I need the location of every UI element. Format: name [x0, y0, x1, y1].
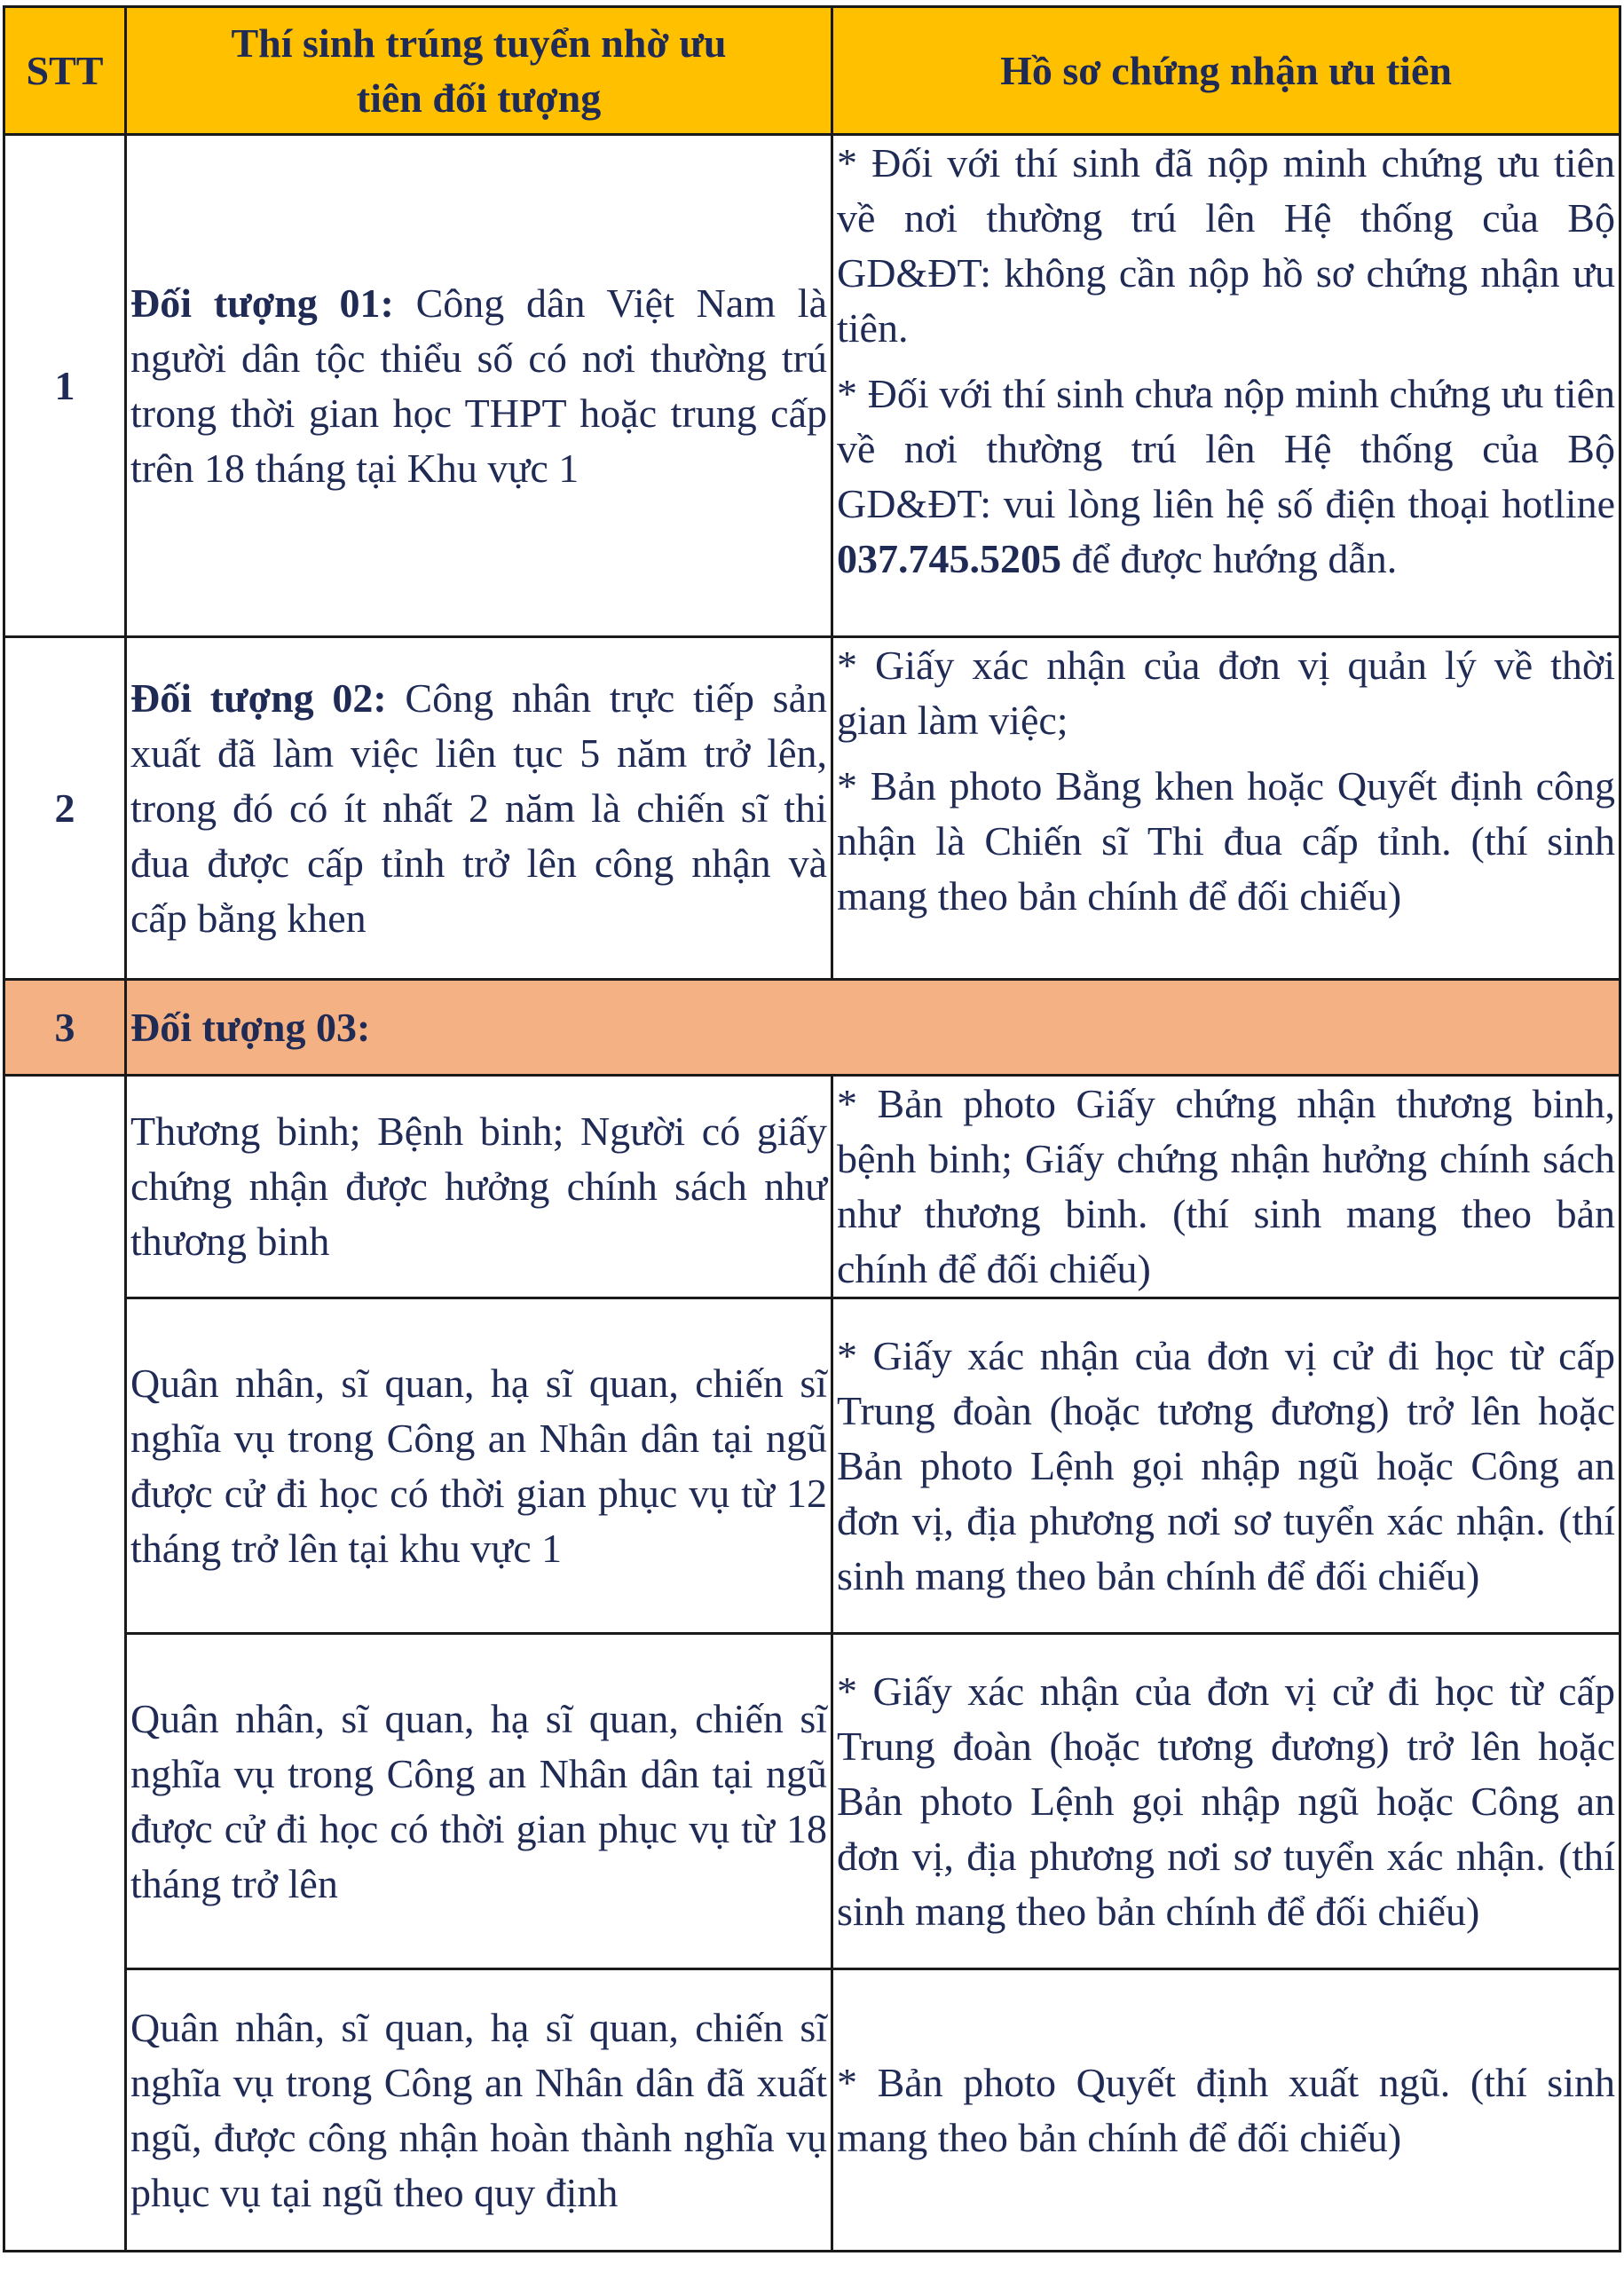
- row-number: 3: [4, 980, 126, 1076]
- documents-cell: * Bản photo Giấy chứng nhận thương binh, bệnh binh; Giấy chứng nhận hưởng chính sách như thương binh. (thí sinh mang theo bản chính để đối chiếu): [832, 1076, 1620, 1298]
- documents-cell: * Bản photo Quyết định xuất ngũ. (thí sinh mang theo bản chính để đối chiếu): [832, 1969, 1620, 2252]
- table-row: [4, 1969, 1620, 2252]
- table-row: [4, 1298, 1620, 1634]
- priority-documents-table: [3, 5, 1621, 2252]
- table-row: [4, 135, 1620, 637]
- documents-cell: * Giấy xác nhận của đơn vị cử đi học từ cấp Trung đoàn (hoặc tương đương) trở lên hoặc Bản photo Lệnh gọi nhập ngũ hoặc Công an đơn vị, địa phương nơi sơ tuyển xác nhận. (thí sinh mang theo bản chính để đối chiếu): [832, 1298, 1620, 1634]
- object-label: Đối tượng 01:: [130, 280, 394, 326]
- table-row: [4, 1634, 1620, 1969]
- object-cell: [126, 135, 832, 637]
- table-header-row: [4, 7, 1620, 135]
- hotline-number: 037.745.5205: [837, 536, 1061, 581]
- section-label: Đối tượng 03:: [126, 980, 1620, 1076]
- empty-stt-cell: [4, 1076, 126, 2252]
- row-number: 2: [4, 637, 126, 980]
- table-row: [4, 1076, 1620, 1298]
- document-item: * Bản photo Bằng khen hoặc Quyết định công nhận là Chiến sĩ Thi đua cấp tỉnh. (thí sinh mang theo bản chính để đối chiếu): [837, 763, 1615, 919]
- header-stt: STT: [4, 7, 126, 135]
- object-cell: Quân nhân, sĩ quan, hạ sĩ quan, chiến sĩ nghĩa vụ trong Công an Nhân dân đã xuất ngũ, được công nhận hoàn thành nghĩa vụ phục vụ tại ngũ theo quy định: [126, 1969, 832, 2252]
- header-documents: Hồ sơ chứng nhận ưu tiên: [832, 7, 1620, 135]
- object-cell: Quân nhân, sĩ quan, hạ sĩ quan, chiến sĩ nghĩa vụ trong Công an Nhân dân tại ngũ được cử đi học có thời gian phục vụ từ 18 tháng trở lên: [126, 1634, 832, 1969]
- documents-cell: [832, 637, 1620, 980]
- document-item: * Đối với thí sinh đã nộp minh chứng ưu tiên về nơi thường trú lên Hệ thống của Bộ GD&ĐT: không cần nộp hồ sơ chứng nhận ưu tiên.: [837, 140, 1615, 351]
- row-number: 1: [4, 135, 126, 637]
- object-cell: [126, 637, 832, 980]
- documents-cell: * Giấy xác nhận của đơn vị cử đi học từ cấp Trung đoàn (hoặc tương đương) trở lên hoặc Bản photo Lệnh gọi nhập ngũ hoặc Công an đơn vị, địa phương nơi sơ tuyển xác nhận. (thí sinh mang theo bản chính để đối chiếu): [832, 1634, 1620, 1969]
- documents-cell: [832, 135, 1620, 637]
- section-row: [4, 980, 1620, 1076]
- document-item: * Đối với thí sinh chưa nộp minh chứng ưu tiên về nơi thường trú lên Hệ thống của Bộ GD&ĐT: vui lòng liên hệ số điện thoại hotline 037.745.5205 để được hướng dẫn.: [837, 371, 1615, 581]
- object-text: Công nhân trực tiếp sản xuất đã làm việc liên tục 5 năm trở lên, trong đó có ít nhất 2 năm là chiến sĩ thi đua được cấp tỉnh trở lên công nhận và cấp bằng khen: [130, 674, 828, 941]
- document-item: * Giấy xác nhận của đơn vị quản lý về thời gian làm việc;: [837, 643, 1615, 743]
- object-cell: Quân nhân, sĩ quan, hạ sĩ quan, chiến sĩ nghĩa vụ trong Công an Nhân dân tại ngũ được cử đi học có thời gian phục vụ từ 12 tháng trở lên tại khu vực 1: [126, 1298, 832, 1634]
- object-cell: Thương binh; Bệnh binh; Người có giấy chứng nhận được hưởng chính sách như thương binh: [126, 1076, 832, 1298]
- table-row: [4, 637, 1620, 980]
- header-object: Thí sinh trúng tuyển nhờ ưu tiên đối tượng: [126, 7, 832, 135]
- object-label: Đối tượng 02:: [130, 674, 387, 721]
- object-text: Công dân Việt Nam là người dân tộc thiểu số có nơi thường trú trong thời gian học THPT hoặc trung cấp trên 18 tháng tại Khu vực 1: [130, 280, 827, 491]
